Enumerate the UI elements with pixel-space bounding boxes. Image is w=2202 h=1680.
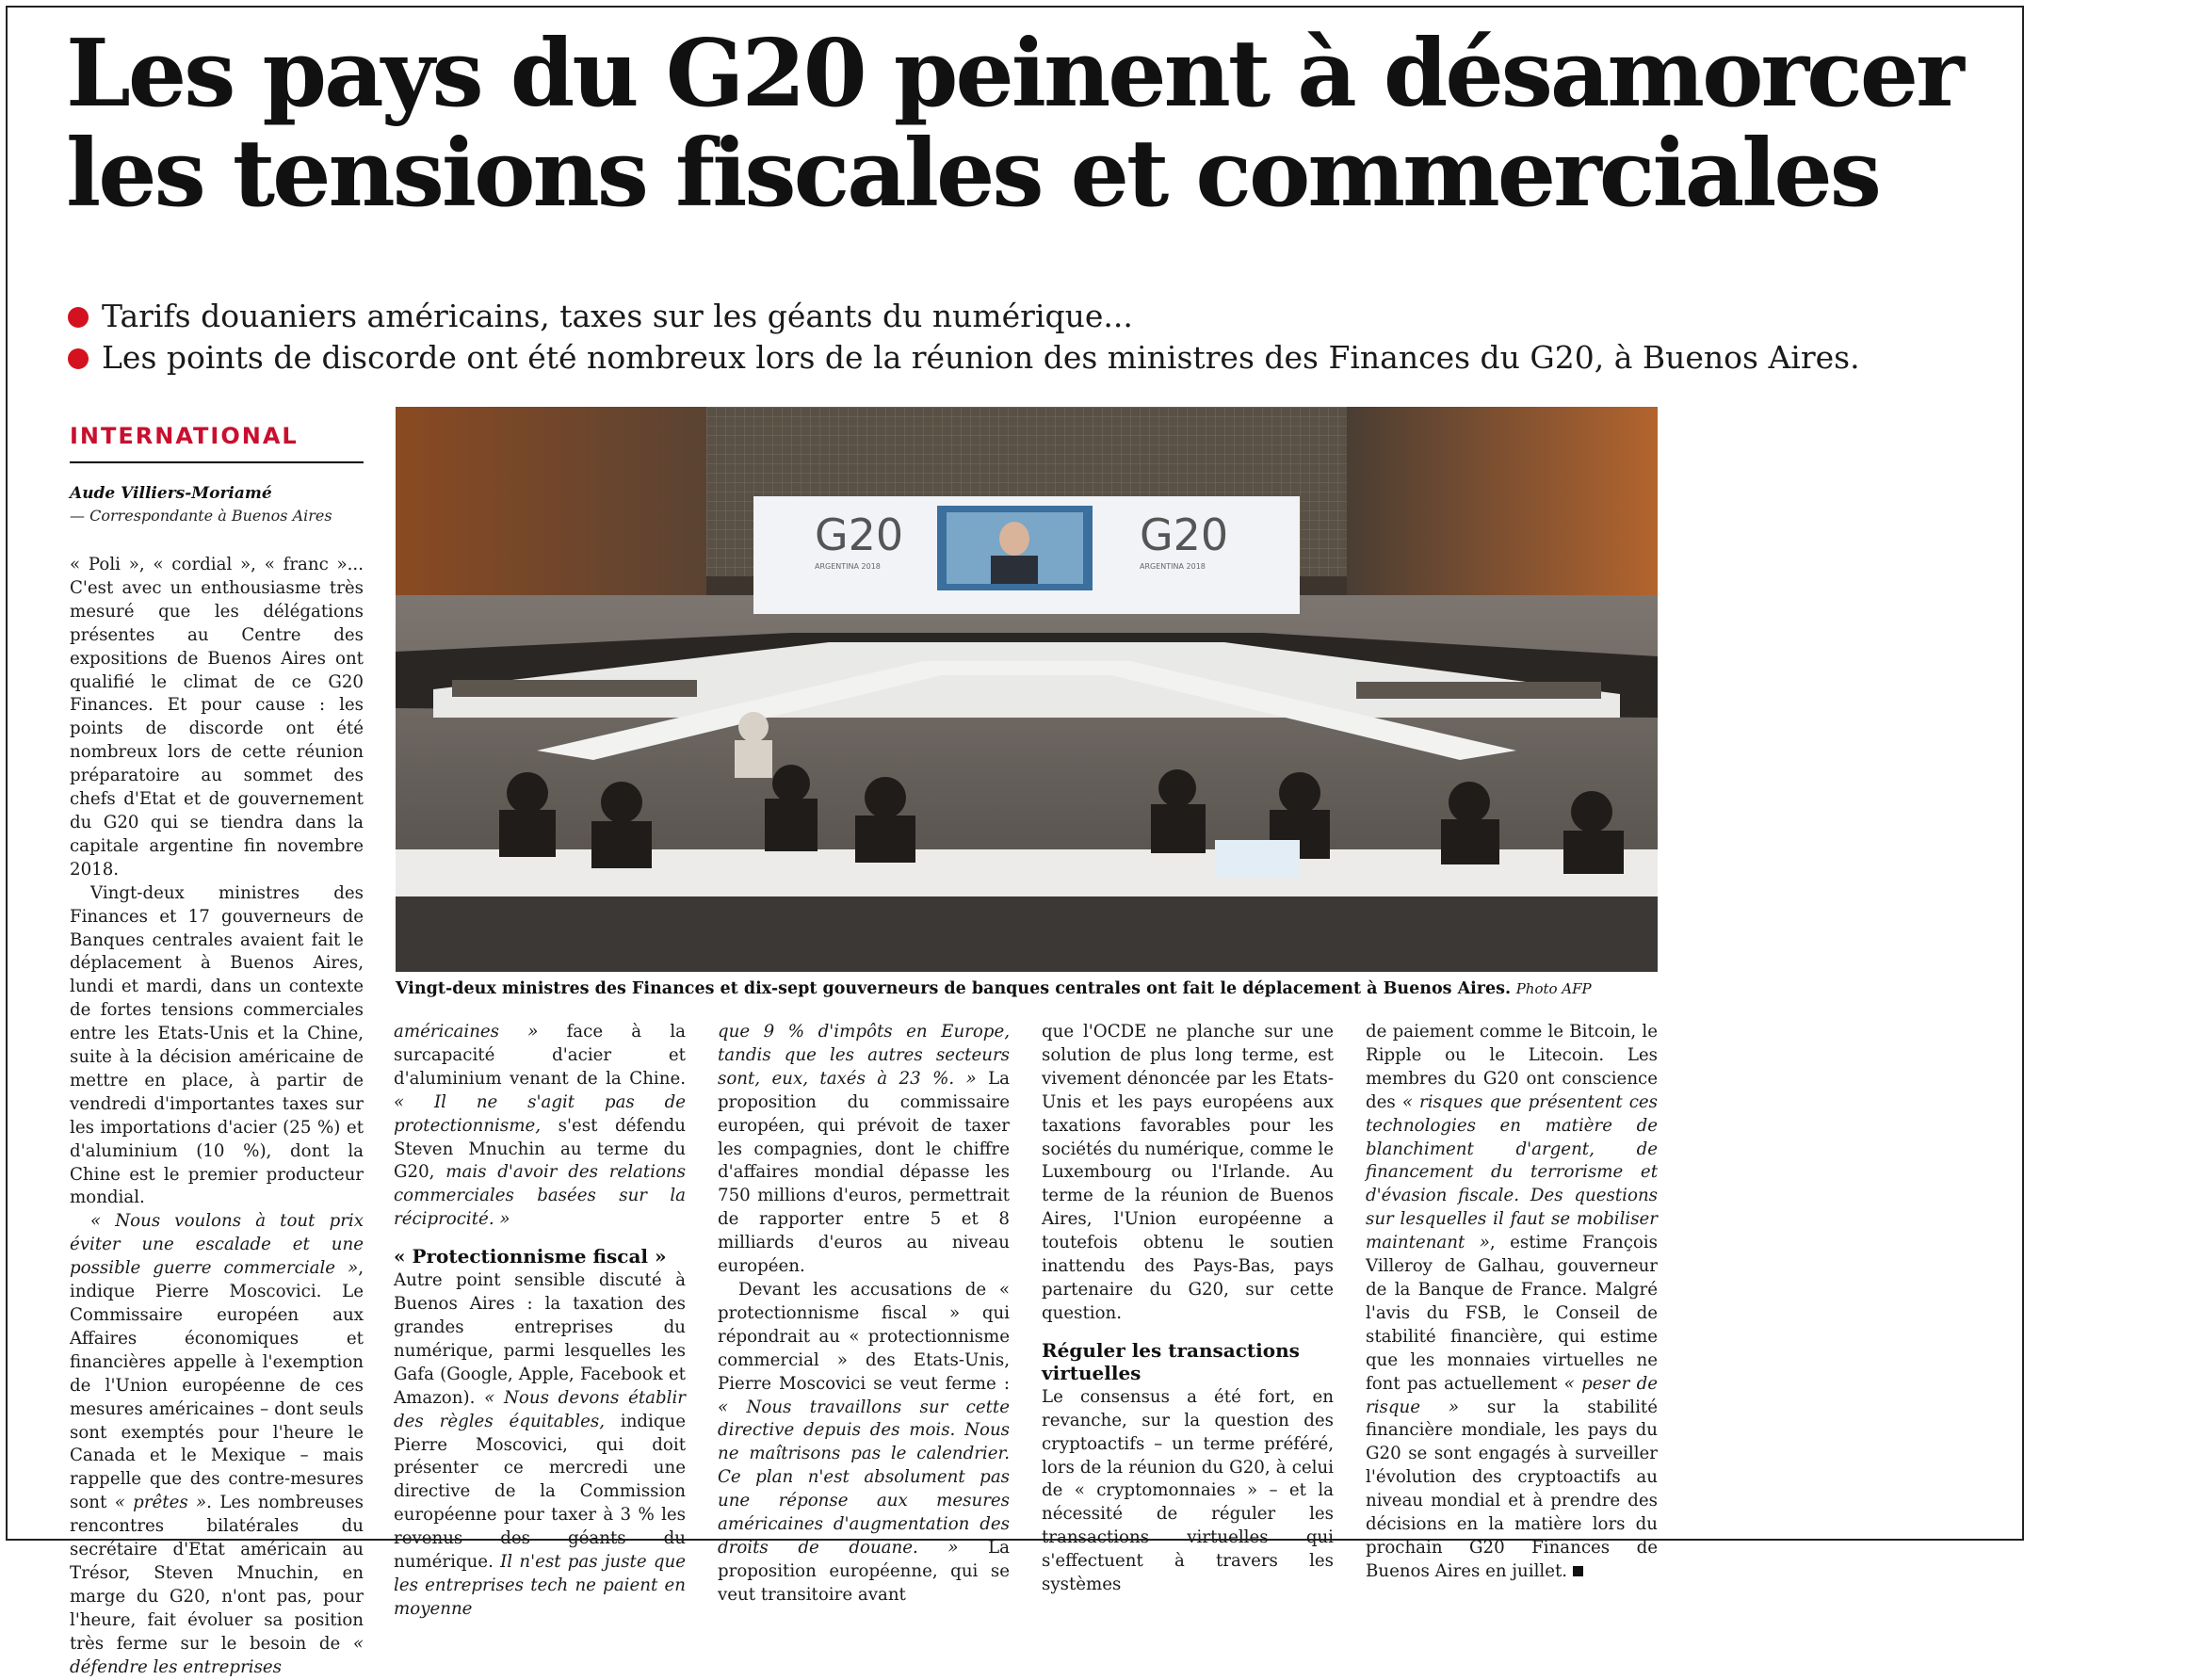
photo-credit: Photo AFP: [1515, 980, 1592, 997]
laptop: [1215, 840, 1300, 878]
headline-line-1: Les pays du G20 peinent à désamorcer: [66, 20, 1962, 128]
paragraph: [1042, 1386, 1334, 1597]
article-page: [6, 6, 2024, 1677]
paragraph: [394, 1021, 686, 1232]
quote: Il n'est pas juste que les entreprises tech ne paient en moyenne: [394, 1552, 686, 1619]
bullet-dot-icon: [68, 348, 89, 369]
paragraph-text: sur la stabilité financière mondiale, les pays du G20 se sont engagés à surveiller l'évolution des cryptoactifs au niveau mondial et à prendre des décisions en la matière lors du prochain G20 Finances de Buenos Aires en juillet.: [1366, 1397, 1658, 1581]
quote: américaines »: [394, 1022, 539, 1042]
subheading: « Protectionnisme fiscal »: [394, 1245, 667, 1268]
quote: que 9 % d'impôts en Europe, tandis que les autres secteurs sont, eux, taxés à 23 %. »: [718, 1022, 1010, 1089]
paragraph-text: Vingt-deux ministres des Finances et 17 gouverneurs de Banques centrales avaient fait le déplacement à Buenos Aires, lundi et mardi, dans un contexte de fortes tensions commerciales entre les Etats-Unis et la Chine, suite à la décision américaine de mettre en place, à partir de vendredi d'importantes taxes sur les importations d'acier (25 %) et d'aluminium (10 %), dont la Chine est le premier producteur mondial.: [70, 882, 364, 1208]
quote: « Il ne s'agit pas de protectionnisme,: [394, 1091, 686, 1136]
quote: « peser de risque »: [1366, 1373, 1658, 1417]
paragraph-text: La proposition du commissaire européen, qui prévoit de taxer les compagnies, dont le chiffre d'affaires mondial dépasse les 750 millions d'euros, permettrait de rapporter entre 5 et 8 milliards d'euros au niveau européen.: [718, 1068, 1010, 1277]
byline: [70, 482, 364, 527]
standfirst-item: [68, 296, 1989, 337]
paragraph-text: . Les nombreuses rencontres bilatérales du secrétaire d'Etat américain au Trésor, Steven Mnuchin, en marge du G20, n'ont pas, pour l'heure, fait évoluer sa position très ferme sur le besoin de: [70, 1493, 364, 1654]
body-column-4: [1042, 1021, 1334, 1597]
conference-room-photo: [396, 407, 1658, 972]
paragraph: [70, 1210, 364, 1679]
paragraph-text: de paiement comme le Bitcoin, le Ripple ou le Litecoin. Les membres du G20 ont conscience des: [1366, 1022, 1658, 1112]
headline-line-2: les tensions fiscales et commerciales: [66, 120, 1879, 228]
byline-author: Aude Villiers-Moriamé: [70, 484, 272, 503]
g20-sub-right: ARGENTINA 2018: [1140, 562, 1206, 571]
subheading: Réguler les transactions virtuelles: [1042, 1338, 1300, 1384]
byline-role: — Correspondante à Buenos Aires: [70, 507, 332, 525]
bullet-dot-icon: [68, 307, 89, 328]
standfirst-item: [68, 337, 1989, 379]
quote: mais d'avoir des relations commerciales basées sur la réciprocité. »: [394, 1162, 686, 1230]
paragraph-text: Autre point sensible discuté à Buenos Aires : la taxation des grandes entreprises du numérique, parmi lesquelles les Gafa (Google, Apple, Facebook et Amazon).: [394, 1270, 686, 1408]
section-rubric: INTERNATIONAL: [70, 418, 364, 463]
paragraph-text: Devant les accusations de « protectionnisme fiscal » qui répondrait au « protectionnisme commercial » des Etats-Unis, Pierre Moscovici se veut ferme :: [718, 1279, 1010, 1394]
quote: « Nous devons établir des règles équitables,: [394, 1387, 686, 1431]
body-column-5: [1366, 1021, 1658, 1584]
g20-sub-left: ARGENTINA 2018: [815, 562, 881, 571]
body-column-1: [70, 554, 364, 1680]
g20-logo-left: G20: [815, 509, 904, 560]
end-of-article-icon: [1573, 1566, 1583, 1576]
quote: « Nous voulons à tout prix éviter une escalade et une possible guerre commerciale »: [70, 1211, 364, 1279]
paragraph-text: La proposition européenne, qui se veut transitoire avant: [718, 1537, 1011, 1605]
article-photo: [396, 407, 1658, 972]
standfirst: [68, 296, 1989, 379]
paragraph-text: , estime François Villeroy de Galhau, gouverneur de la Banque de France. Malgré l'avis du FSB, le Conseil de stabilité financière, qui estime que les monnaies virtuelles ne font pas actuellement: [1366, 1233, 1658, 1394]
paragraph-text: que l'OCDE ne planche sur une solution de plus long terme, est vivement dénoncée par les Etats-Unis et les pays européens aux taxations favorables pour les sociétés du numérique, comme le Luxembourg ou l'Irlande. Au terme de la réunion de Buenos Aires, l'Union européenne a toutefois obtenu le soutien inattendu des Pays-Bas, pays partenaire du G20, sur cette question.: [1042, 1022, 1334, 1323]
headline: [66, 20, 2006, 228]
body-column-2: [394, 1021, 686, 1622]
caption-text: Vingt-deux ministres des Finances et dix-sept gouverneurs de banques centrales ont fait le déplacement à Buenos Aires.: [396, 979, 1512, 998]
paragraph-text: face à la surcapacité d'acier et d'aluminium venant de la Chine.: [394, 1022, 686, 1089]
paragraph: [70, 554, 364, 882]
paragraph-text: « Poli », « cordial », « franc »... C'est avec un enthousiasme très mesuré que les délégations présentes au Centre des expositions de Buenos Aires ont qualifié le climat de ce G20 Finances. Et pour cause : les points de discorde ont été nombreux lors de cette réunion préparatoire au sommet des chefs d'Etat et de gouvernement du G20 qui se tiendra dans la capitale argentine fin novembre 2018.: [70, 555, 364, 880]
quote: « risques que présentent ces technologies en matière de blanchiment d'argent, de financement du terrorisme et d'évasion fiscale. Des questions sur lesquelles il faut se mobiliser maintenant »: [1366, 1091, 1658, 1253]
standfirst-text: Les points de discorde ont été nombreux lors de la réunion des ministres des Finances du G20, à Buenos Aires.: [102, 339, 1860, 376]
paragraph-text: , indique Pierre Moscovici. Le Commissaire européen aux Affaires économiques et financières appelle à l'exemption de l'Union européenne de ces mesures américaines – dont seuls sont exemptés pour l'heure le Canada et le Mexique – mais rappelle que des contre-mesures sont: [70, 1258, 364, 1513]
quote: « Nous travaillons sur cette directive depuis des mois. Nous ne maîtrisons pas le calendrier. Ce plan n'est absolument pas une réponse aux mesures américaines d'augmentation des droits de douane. »: [718, 1397, 1010, 1558]
g20-logo-right: G20: [1140, 509, 1229, 560]
paragraph-text: Le consensus a été fort, en revanche, sur la question des cryptoactifs – un terme préféré, lors de la réunion du G20, à celui de « cryptomonnaies » – et la nécessité de réguler les transactions virtuelles qui s'effectuent à travers les systèmes: [1042, 1386, 1334, 1595]
photo-caption: [396, 977, 1661, 1000]
paragraph-text: s'est défendu Steven Mnuchin au terme du G20,: [394, 1115, 686, 1183]
paragraph: [1042, 1021, 1334, 1326]
paragraph-text: indique Pierre Moscovici, qui doit présenter ce mercredi une directive de la Commission européenne pour taxer à 3 % les revenus des géants du numérique.: [394, 1411, 686, 1573]
paragraph: [718, 1021, 1010, 1279]
quote: « prêtes »: [114, 1493, 207, 1513]
paragraph: [718, 1279, 1010, 1607]
quote: « défendre les entreprises: [70, 1633, 364, 1677]
body-column-3: [718, 1021, 1010, 1607]
paragraph: [394, 1269, 686, 1622]
standfirst-text: Tarifs douaniers américains, taxes sur les géants du numérique...: [102, 298, 1133, 334]
paragraph: [1366, 1021, 1658, 1584]
paragraph: [70, 882, 364, 1211]
